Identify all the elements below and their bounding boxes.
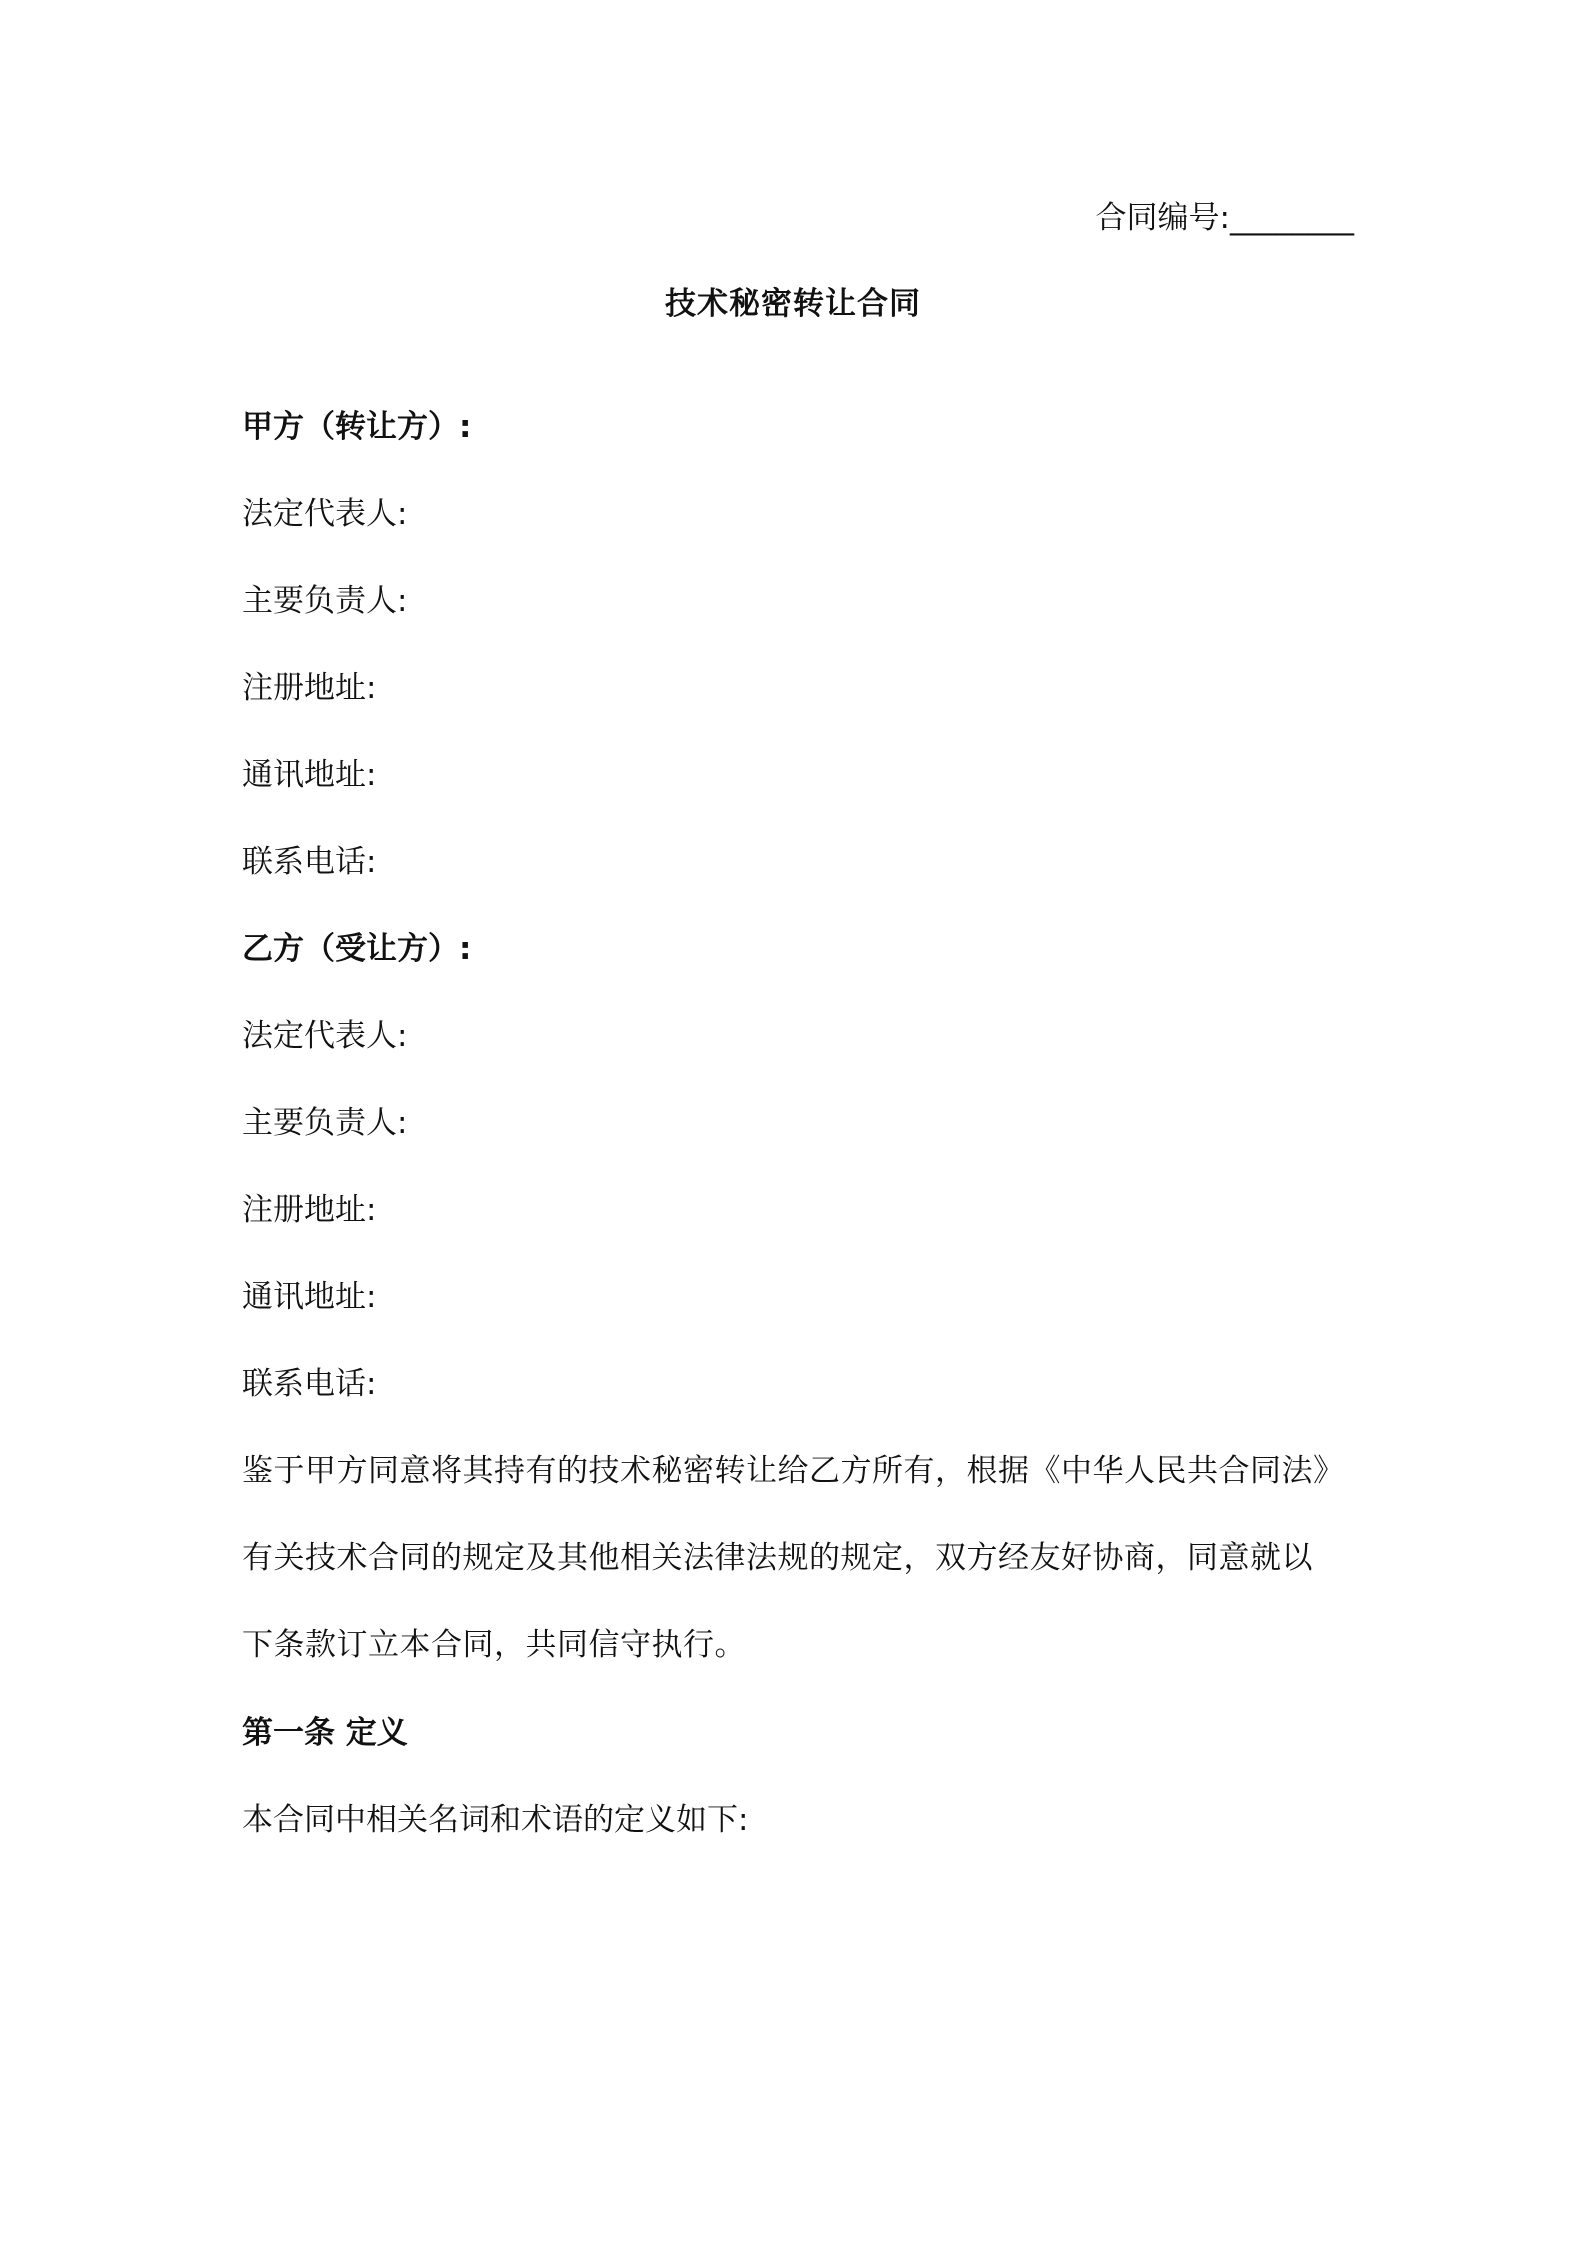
preamble-line: 有关技术合同的规定及其他相关法律法规的规定，双方经友好协商，同意就以 [242, 1540, 1313, 1576]
party-a-heading: 甲方（转让方）: [242, 409, 472, 445]
document-title: 技术秘密转让合同 [665, 286, 921, 322]
contract-body [242, 405, 1362, 1842]
contract-number-label: 合同编号:________ [1095, 200, 1354, 236]
preamble-line: 下条款订立本合同，共同信守执行。 [242, 1627, 746, 1663]
party-b-principal: 主要负责人: [242, 1105, 408, 1141]
article-1-intro: 本合同中相关名词和术语的定义如下: [242, 1802, 749, 1838]
party-b-heading: 乙方（受让方）: [242, 931, 472, 967]
party-b-phone: 联系电话: [242, 1366, 377, 1402]
party-a-legal-rep: 法定代表人: [242, 496, 408, 532]
article-1-heading: 第一条 定义 [242, 1715, 408, 1751]
preamble-line: 鉴于甲方同意将其持有的技术秘密转让给乙方所有，根据《中华人民共合同法》 [242, 1453, 1345, 1489]
party-b-registered-address: 注册地址: [242, 1192, 377, 1228]
party-b-mailing-address: 通讯地址: [242, 1279, 377, 1315]
party-a-mailing-address: 通讯地址: [242, 757, 377, 793]
party-a-principal: 主要负责人: [242, 583, 408, 619]
preamble-paragraph [242, 1428, 1362, 1689]
party-a-registered-address: 注册地址: [242, 670, 377, 706]
party-b-legal-rep: 法定代表人: [242, 1018, 408, 1054]
party-a-phone: 联系电话: [242, 844, 377, 880]
